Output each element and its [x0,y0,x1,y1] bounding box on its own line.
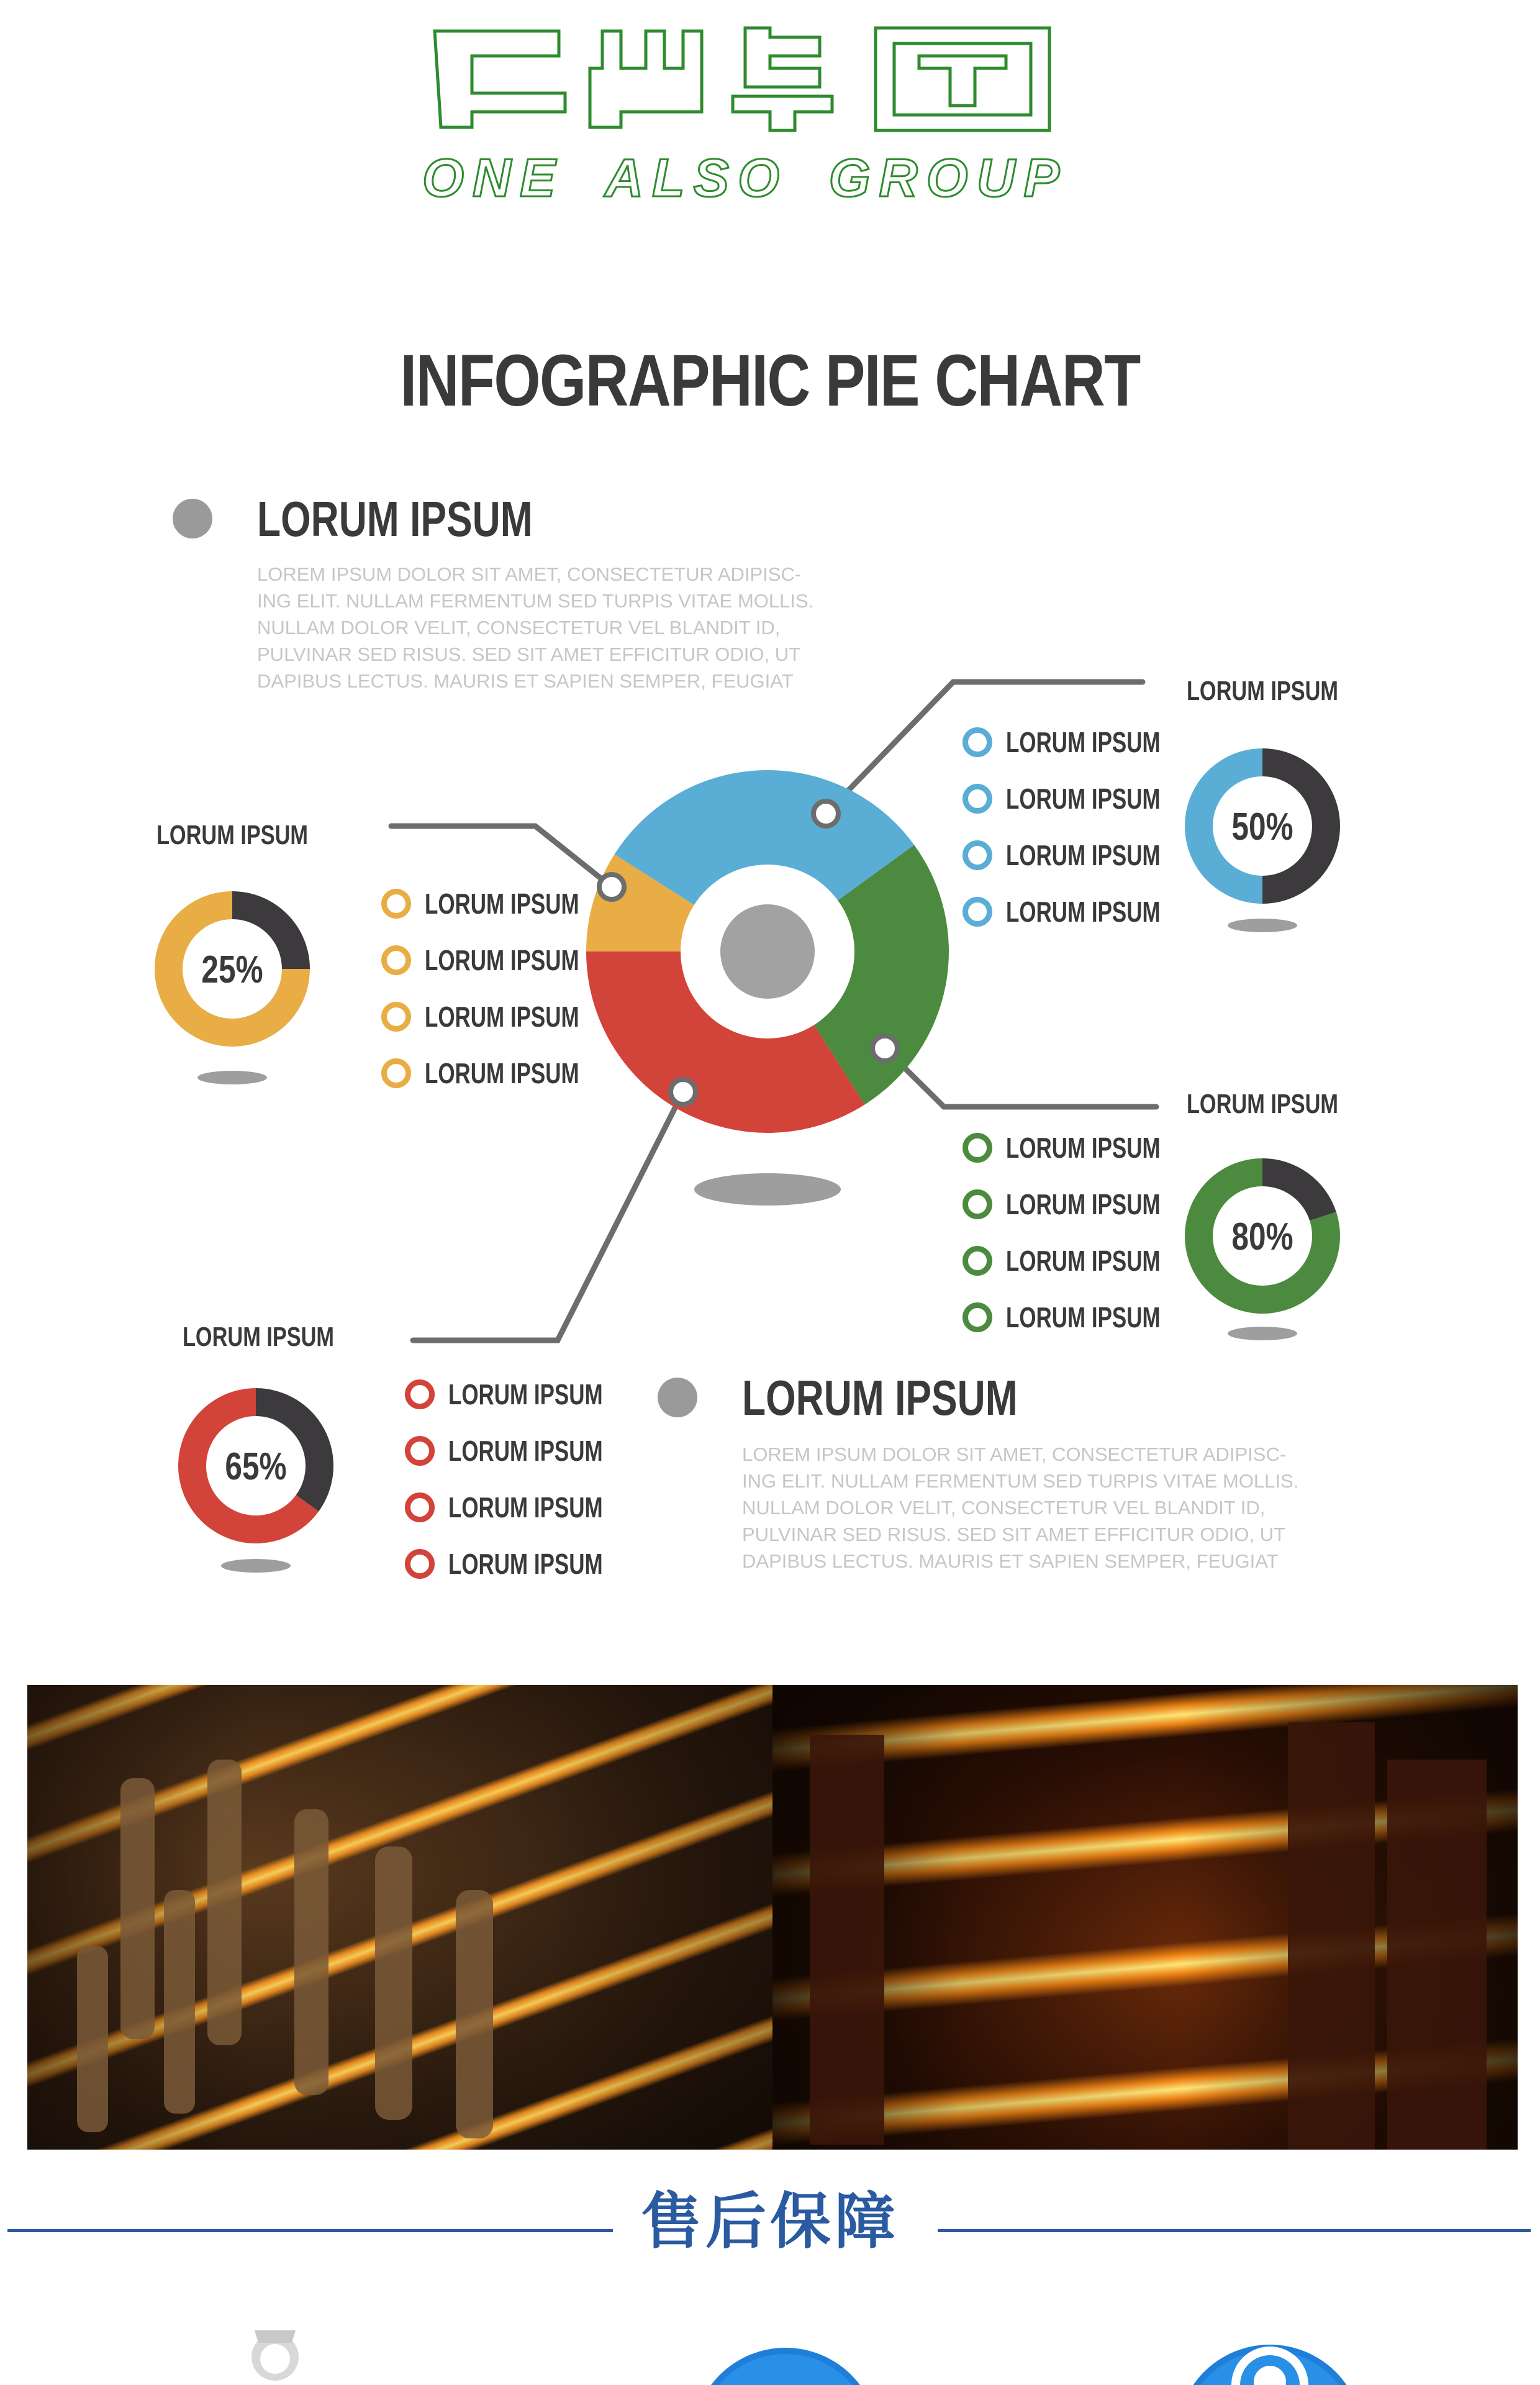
info-body-1: LOREM IPSUM DOLOR SIT AMET, CONSECTETUR ADIPISC- ING ELIT. NULLAM FERMENTUM SED TURPIS VITAE MOLLIS. NULLAM DOLOR VELIT, CONSECTETUR VEL BLANDIT ID, PULVINAR SED RISUS. SED SIT AMET EFFICITUR ODIO, UT DAPIBUS LECTUS. MAURIS ET SAPIEN SEMPER, FEUGIAT [257,563,814,692]
connector-orange [391,826,612,887]
mini-title-red: LORUM IPSUM [182,1322,335,1352]
page-title: INFOGRAPHIC PIE CHART [400,340,1140,422]
headset-icon [1177,2345,1363,2385]
list-item [381,885,628,922]
machinery-shapes [27,1685,772,2150]
list-item [962,724,1209,761]
info-heading-1: LORUM IPSUM [257,491,533,547]
list-item [962,893,1209,930]
list-item-label: LORUM IPSUM [425,1001,579,1033]
bottom-icons [0,2298,1540,2385]
info-heading-2: LORUM IPSUM [742,1370,1018,1425]
mini-percent-label-blue: 50% [1231,804,1293,848]
legend-list-red [405,1376,651,1583]
steel-mill-photo-left [27,1685,772,2150]
mini-percent-label-red: 65% [225,1444,287,1488]
ring-icon [405,1549,435,1579]
ring-icon [962,1302,992,1332]
ring-icon [381,1002,411,1032]
list-item-label: LORUM IPSUM [1006,1245,1161,1277]
legend-list-blue [962,724,1209,930]
list-item-label: LORUM IPSUM [1006,1301,1161,1333]
ring-icon [962,897,992,927]
main-slice-red [586,952,864,1133]
list-item-label: LORUM IPSUM [425,944,579,976]
ring-icon [405,1379,435,1409]
list-item-label: LORUM IPSUM [448,1548,603,1580]
list-item [405,1545,651,1583]
list-item [381,1055,628,1092]
logo-word-1: ONE [422,148,564,208]
ring-icon [962,1246,992,1276]
machinery-shapes [772,1685,1518,2150]
main-donut-center [720,904,815,999]
mini-percent-label-orange: 25% [201,947,263,991]
connector-green [885,1048,1156,1107]
main-donut-shadow [694,1173,841,1206]
divider-left [7,2229,613,2232]
after-sales-title: 售后保障 [640,2186,899,2257]
list-item [962,1299,1209,1336]
connector-red [413,1092,683,1340]
list-item [962,1186,1209,1223]
ring-icon [962,784,992,814]
list-item [381,998,628,1035]
mini-title-orange: LORUM IPSUM [156,820,309,850]
list-item-label: LORUM IPSUM [1006,726,1161,758]
list-item [962,1129,1209,1166]
list-item-label: LORUM IPSUM [448,1435,603,1467]
mini-percent-label-green: 80% [1231,1214,1293,1258]
mini-shadow-orange [197,1071,267,1084]
logo-word-3: GROUP [828,148,1068,208]
list-item-label: LORUM IPSUM [1006,1132,1161,1164]
legend-list-green [962,1129,1209,1336]
list-item [962,1242,1209,1279]
list-item [962,780,1209,817]
connector-dot-red [671,1079,695,1104]
ring-icon [405,1492,435,1522]
ring-icon [962,840,992,870]
mini-title-blue: LORUM IPSUM [1186,676,1339,706]
ring-icon [962,727,992,757]
list-item-label: LORUM IPSUM [1006,1188,1161,1220]
mini-shadow-red [221,1559,291,1573]
steel-mill-photo-right [772,1685,1518,2150]
list-item-label: LORUM IPSUM [448,1491,603,1524]
mini-shadow-green [1228,1327,1297,1340]
mini-slice-dark-green [1262,1158,1336,1220]
list-item-label: LORUM IPSUM [425,888,579,920]
list-item-label: LORUM IPSUM [425,1057,579,1089]
mini-title-green: LORUM IPSUM [1186,1089,1339,1119]
list-item [405,1432,651,1470]
mini-shadow-blue [1228,919,1297,932]
shield-icon [251,2330,299,2381]
logo-word-2: ALSO [605,148,788,208]
list-item [381,942,628,979]
ring-icon [381,1058,411,1088]
connector-dot-blue [813,801,838,826]
ring-icon [381,945,411,975]
divider-right [938,2229,1531,2232]
ring-icon [962,1189,992,1219]
legend-list-orange [381,885,628,1092]
list-item-label: LORUM IPSUM [1006,896,1161,928]
list-item [962,837,1209,874]
ring-icon [962,1133,992,1163]
ring-icon [405,1436,435,1466]
list-item-label: LORUM IPSUM [448,1378,603,1411]
list-item [405,1376,651,1413]
list-item-label: LORUM IPSUM [1006,783,1161,815]
connector-dot-green [872,1036,897,1061]
list-item [405,1489,651,1526]
button-icon [692,2348,879,2385]
list-item-label: LORUM IPSUM [1006,839,1161,871]
ring-icon [381,889,411,919]
info-body-2: LOREM IPSUM DOLOR SIT AMET, CONSECTETUR ADIPISC- ING ELIT. NULLAM FERMENTUM SED TURPIS VITAE MOLLIS. NULLAM DOLOR VELIT, CONSECTETUR VEL BLANDIT ID, PULVINAR SED RISUS. SED SIT AMET EFFICITUR ODIO, UT DAPIBUS LECTUS. MAURIS ET SAPIEN SEMPER, FEUGIAT [742,1443,1299,1572]
